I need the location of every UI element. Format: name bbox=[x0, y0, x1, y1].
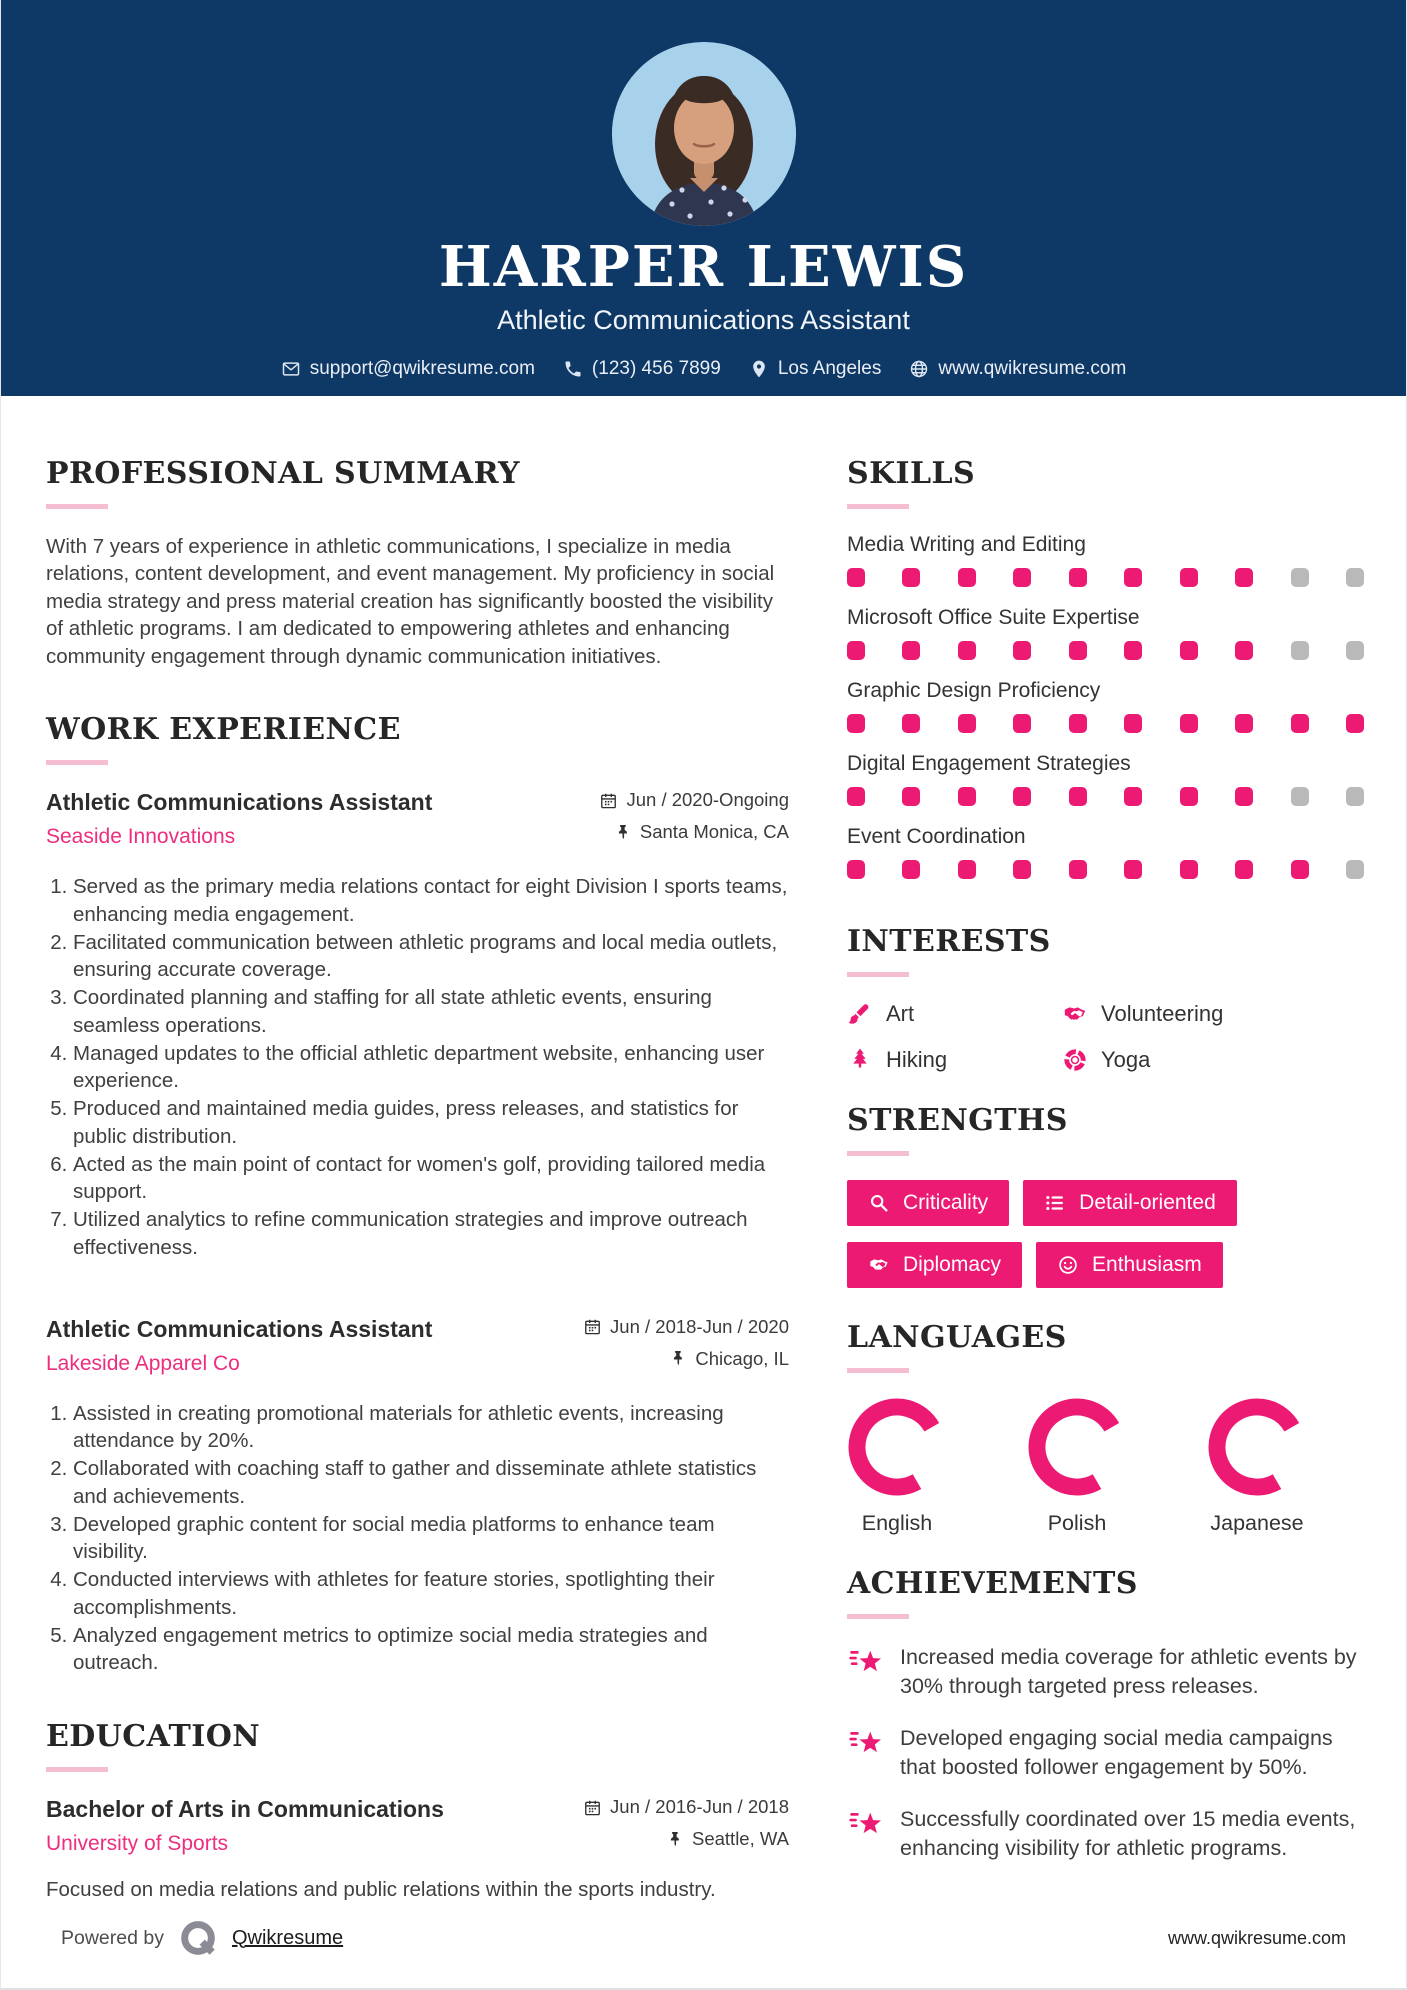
job-company: Lakeside Apparel Co bbox=[46, 1351, 240, 1375]
section-interests bbox=[847, 924, 1364, 1073]
calendar-icon bbox=[583, 1798, 602, 1817]
skill-dot-filled bbox=[1235, 714, 1253, 733]
skill-dot-filled bbox=[1124, 787, 1142, 806]
skill-dot-empty bbox=[1346, 568, 1364, 587]
job-entry bbox=[46, 789, 789, 1261]
skill-level-dots bbox=[847, 714, 1364, 733]
section-heading: LANGUAGES bbox=[847, 1320, 1067, 1355]
profile-photo-illustration bbox=[612, 42, 796, 226]
skill-dot-filled bbox=[1180, 714, 1198, 733]
skill-dot-filled bbox=[1069, 860, 1087, 879]
contact-email[interactable] bbox=[281, 358, 535, 380]
skill-level-dots bbox=[847, 860, 1364, 879]
skill-dot-filled bbox=[1124, 714, 1142, 733]
skill-item bbox=[847, 679, 1364, 733]
profile-photo bbox=[612, 42, 796, 226]
language-label: Japanese bbox=[1210, 1511, 1304, 1535]
skill-dot-filled bbox=[847, 787, 865, 806]
contact-website-text[interactable]: www.qwikresume.com bbox=[938, 357, 1127, 379]
language-item bbox=[847, 1397, 947, 1536]
interest-label: Art bbox=[886, 1001, 915, 1026]
skill-dot-filled bbox=[1069, 787, 1087, 806]
globe-icon bbox=[909, 359, 929, 379]
contact-email-text[interactable]: support@qwikresume.com bbox=[309, 357, 535, 379]
skill-dot-filled bbox=[902, 641, 920, 660]
heading-underline bbox=[46, 504, 108, 509]
job-bullet: 4. Managed updates to the official athletic department website, enhancing user experience. bbox=[73, 1040, 789, 1095]
skill-dot-filled bbox=[1291, 860, 1309, 879]
section-achievements bbox=[847, 1566, 1364, 1863]
skill-dot-empty bbox=[1346, 860, 1364, 879]
heading-underline bbox=[847, 972, 909, 977]
skill-dot-empty bbox=[1291, 568, 1309, 587]
section-heading: INTERESTS bbox=[847, 924, 1051, 959]
heading-underline bbox=[847, 1368, 909, 1373]
job-meta bbox=[599, 789, 789, 853]
shooting-star-icon bbox=[847, 1807, 885, 1841]
job-bullet: 5. Produced and maintained media guides, press releases, and statistics for public distribution. bbox=[73, 1095, 789, 1150]
language-level-ring bbox=[1207, 1397, 1307, 1497]
skill-dot-filled bbox=[847, 568, 865, 587]
skill-dot-filled bbox=[1291, 714, 1309, 733]
achievement-item bbox=[847, 1643, 1364, 1701]
section-heading: ACHIEVEMENTS bbox=[847, 1566, 1138, 1601]
contact-location-text: Los Angeles bbox=[777, 357, 882, 379]
candidate-title: Athletic Communications Assistant bbox=[497, 304, 910, 335]
section-heading: STRENGTHS bbox=[847, 1103, 1068, 1138]
powered-by bbox=[61, 1918, 343, 1958]
skill-dot-filled bbox=[1180, 641, 1198, 660]
language-label: English bbox=[861, 1511, 933, 1535]
shooting-star-icon bbox=[847, 1645, 885, 1679]
skill-label: Media Writing and Editing bbox=[847, 533, 1086, 556]
section-heading: PROFESSIONAL SUMMARY bbox=[46, 456, 520, 491]
skill-dot-filled bbox=[847, 860, 865, 879]
skill-item bbox=[847, 606, 1364, 660]
right-column bbox=[847, 456, 1364, 1904]
left-column bbox=[46, 456, 789, 1904]
skill-level-dots bbox=[847, 787, 1364, 806]
section-work-experience bbox=[46, 712, 789, 1676]
education-dates: Jun / 2016-Jun / 2018 bbox=[610, 1796, 789, 1818]
calendar-icon bbox=[599, 791, 618, 810]
education-location: Seattle, WA bbox=[692, 1828, 789, 1850]
skill-dot-empty bbox=[1291, 641, 1309, 660]
map-pin-icon bbox=[749, 359, 769, 379]
resume-header bbox=[1, 0, 1406, 396]
strength-chip bbox=[1023, 1180, 1237, 1226]
strength-chip bbox=[1036, 1242, 1223, 1288]
job-location: Chicago, IL bbox=[695, 1347, 789, 1369]
achievement-item bbox=[847, 1805, 1364, 1863]
school-name: University of Sports bbox=[46, 1832, 229, 1856]
skill-dot-filled bbox=[1069, 568, 1087, 587]
strength-chip bbox=[847, 1180, 1009, 1226]
job-location: Santa Monica, CA bbox=[639, 821, 789, 843]
job-bullet-list bbox=[46, 1400, 789, 1677]
language-level-ring bbox=[1027, 1397, 1127, 1497]
job-bullet: 3. Developed graphic content for social media platforms to enhance team visibility. bbox=[73, 1511, 789, 1566]
skill-dot-filled bbox=[902, 787, 920, 806]
job-title: Athletic Communications Assistant bbox=[46, 789, 433, 816]
interest-item bbox=[1062, 1001, 1364, 1027]
magnifier-icon bbox=[868, 1192, 890, 1214]
interest-label: Yoga bbox=[1101, 1047, 1151, 1072]
skill-dot-filled bbox=[1235, 860, 1253, 879]
contact-location bbox=[749, 358, 882, 380]
degree-title: Bachelor of Arts in Communications bbox=[46, 1796, 444, 1823]
skill-dot-filled bbox=[1013, 568, 1031, 587]
skill-dot-filled bbox=[958, 714, 976, 733]
skill-dot-filled bbox=[1124, 568, 1142, 587]
section-skills bbox=[847, 456, 1364, 879]
skill-dot-empty bbox=[1291, 787, 1309, 806]
phone-icon bbox=[563, 359, 583, 379]
powered-by-label: Powered by bbox=[61, 1926, 164, 1949]
skill-item bbox=[847, 825, 1364, 879]
job-bullet: 3. Coordinated planning and staffing for all state athletic events, ensuring seamless operations. bbox=[73, 984, 789, 1039]
skill-dot-filled bbox=[1013, 860, 1031, 879]
job-company: Seaside Innovations bbox=[46, 825, 236, 849]
section-heading: EDUCATION bbox=[46, 1719, 261, 1755]
brand-link[interactable]: Qwikresume bbox=[231, 1926, 344, 1949]
skill-dot-filled bbox=[958, 787, 976, 806]
interest-label: Volunteering bbox=[1101, 1001, 1224, 1026]
interest-item bbox=[1062, 1047, 1364, 1073]
pushpin-icon bbox=[665, 1830, 684, 1849]
footer-website[interactable]: www.qwikresume.com bbox=[1167, 1927, 1346, 1948]
education-entry bbox=[46, 1796, 789, 1904]
job-entry bbox=[46, 1316, 789, 1677]
job-meta bbox=[583, 1316, 789, 1380]
skill-dot-filled bbox=[1346, 714, 1364, 733]
calendar-icon bbox=[583, 1317, 602, 1336]
heading-underline bbox=[847, 1614, 909, 1619]
job-bullet: 7. Utilized analytics to refine communication strategies and improve outreach effectiveness. bbox=[73, 1206, 789, 1261]
skill-dot-filled bbox=[958, 860, 976, 879]
heading-underline bbox=[847, 504, 909, 509]
strength-chip bbox=[847, 1242, 1022, 1288]
skill-label: Graphic Design Proficiency bbox=[847, 679, 1101, 702]
skill-dot-filled bbox=[1124, 860, 1142, 879]
job-title: Athletic Communications Assistant bbox=[46, 1315, 433, 1342]
skill-dot-filled bbox=[1069, 714, 1087, 733]
envelope-icon bbox=[281, 359, 301, 379]
shooting-star-icon bbox=[847, 1726, 885, 1760]
skill-label: Digital Engagement Strategies bbox=[847, 752, 1131, 775]
skill-dot-filled bbox=[1013, 787, 1031, 806]
skill-dot-filled bbox=[1235, 568, 1253, 587]
skill-dot-filled bbox=[1180, 568, 1198, 587]
achievement-text: Developed engaging social media campaigns that boosted follower engagement by 50%. bbox=[900, 1726, 1333, 1780]
smiley-icon bbox=[1057, 1254, 1079, 1276]
language-level-ring bbox=[847, 1397, 947, 1497]
skill-dot-filled bbox=[902, 860, 920, 879]
section-heading: WORK EXPERIENCE bbox=[46, 712, 401, 748]
skill-dot-filled bbox=[1013, 641, 1031, 660]
handshake-icon bbox=[868, 1254, 890, 1276]
skill-label: Microsoft Office Suite Expertise bbox=[847, 606, 1140, 629]
resume-body bbox=[1, 396, 1406, 1904]
interest-item bbox=[847, 1047, 1062, 1073]
strength-label: Detail-oriented bbox=[1079, 1191, 1216, 1214]
paintbrush-icon bbox=[847, 1001, 873, 1027]
summary-text: With 7 years of experience in athletic communications, I specialize in media relations, content development, and event management. My proficiency in social media strategy and press material creation has significantly boosted the visibility of athletic programs. I am dedicated to empowering athletes and enhancing community engagement through dynamic communication initiatives. bbox=[46, 535, 775, 668]
contact-website[interactable] bbox=[909, 358, 1126, 380]
contact-row bbox=[1, 358, 1406, 380]
section-heading: SKILLS bbox=[847, 456, 976, 491]
education-description: Focused on media relations and public relations within the sports industry. bbox=[46, 1878, 716, 1902]
list-icon bbox=[1044, 1192, 1066, 1214]
skill-dot-filled bbox=[958, 641, 976, 660]
job-bullet: 2. Collaborated with coaching staff to gather and disseminate athlete statistics and achievements. bbox=[73, 1455, 789, 1510]
language-label: Polish bbox=[1047, 1511, 1107, 1535]
section-professional-summary bbox=[46, 456, 789, 670]
skill-item bbox=[847, 752, 1364, 806]
skill-dot-filled bbox=[958, 568, 976, 587]
job-bullet: 4. Conducted interviews with athletes for feature stories, spotlighting their accomplishments. bbox=[73, 1566, 789, 1621]
page-footer bbox=[61, 1918, 1346, 1958]
skill-level-dots bbox=[847, 641, 1364, 660]
interest-item bbox=[847, 1001, 1062, 1027]
candidate-name: HARPER LEWIS bbox=[438, 234, 969, 300]
skill-dot-filled bbox=[847, 714, 865, 733]
job-bullet: 5. Analyzed engagement metrics to optimize social media strategies and outreach. bbox=[73, 1622, 789, 1677]
skill-dot-empty bbox=[1346, 787, 1364, 806]
achievement-text: Successfully coordinated over 15 media events, enhancing visibility for athletic programs. bbox=[900, 1807, 1356, 1861]
strengths-list bbox=[847, 1180, 1364, 1288]
language-item bbox=[1027, 1397, 1127, 1536]
job-bullet: 6. Acted as the main point of contact for women's golf, providing tailored media support. bbox=[73, 1151, 789, 1206]
job-bullet: 2. Facilitated communication between athletic programs and local media outlets, ensuring accurate coverage. bbox=[73, 929, 789, 984]
job-bullet-list bbox=[46, 873, 789, 1261]
skill-dot-filled bbox=[1124, 641, 1142, 660]
skill-level-dots bbox=[847, 568, 1364, 587]
section-strengths bbox=[847, 1103, 1364, 1288]
languages-list bbox=[847, 1397, 1364, 1536]
heading-underline bbox=[847, 1151, 909, 1156]
handshake-icon bbox=[1062, 1001, 1088, 1027]
job-dates: Jun / 2018-Jun / 2020 bbox=[610, 1315, 789, 1337]
job-dates: Jun / 2020-Ongoing bbox=[626, 789, 789, 811]
heading-underline bbox=[46, 760, 108, 765]
skill-dot-filled bbox=[902, 568, 920, 587]
skill-dot-filled bbox=[1180, 787, 1198, 806]
contact-phone-text[interactable]: (123) 456 7899 bbox=[591, 357, 721, 379]
section-languages bbox=[847, 1320, 1364, 1536]
job-bullet: 1. Assisted in creating promotional materials for athletic events, increasing attendance by 20%. bbox=[73, 1400, 789, 1455]
contact-phone[interactable] bbox=[563, 358, 721, 380]
skill-dot-filled bbox=[902, 714, 920, 733]
heading-underline bbox=[46, 1767, 108, 1772]
skill-dot-filled bbox=[1013, 714, 1031, 733]
interest-label: Hiking bbox=[886, 1047, 948, 1072]
section-education bbox=[46, 1719, 789, 1904]
achievement-text: Increased media coverage for athletic events by 30% through targeted press releases. bbox=[900, 1645, 1357, 1699]
skill-label: Event Coordination bbox=[847, 825, 1026, 848]
skill-dot-empty bbox=[1346, 641, 1364, 660]
skill-dot-filled bbox=[1069, 641, 1087, 660]
strength-label: Enthusiasm bbox=[1092, 1253, 1202, 1276]
skill-dot-filled bbox=[847, 641, 865, 660]
skill-item bbox=[847, 533, 1364, 587]
lifebuoy-icon bbox=[1062, 1047, 1088, 1073]
skill-dot-filled bbox=[1235, 641, 1253, 660]
job-bullet: 1. Served as the primary media relations contact for eight Division I sports teams, enhancing media engagement. bbox=[73, 873, 789, 928]
skill-dot-filled bbox=[1180, 860, 1198, 879]
strength-label: Criticality bbox=[903, 1191, 989, 1214]
interests-grid bbox=[847, 1001, 1364, 1073]
pine-tree-icon bbox=[847, 1047, 873, 1073]
pushpin-icon bbox=[613, 823, 632, 842]
achievement-item bbox=[847, 1724, 1364, 1782]
qwikresume-logo-icon bbox=[178, 1918, 218, 1958]
pushpin-icon bbox=[668, 1349, 687, 1368]
language-item bbox=[1207, 1397, 1307, 1536]
education-meta bbox=[583, 1796, 789, 1860]
strength-label: Diplomacy bbox=[903, 1253, 1002, 1276]
skill-dot-filled bbox=[1235, 787, 1253, 806]
